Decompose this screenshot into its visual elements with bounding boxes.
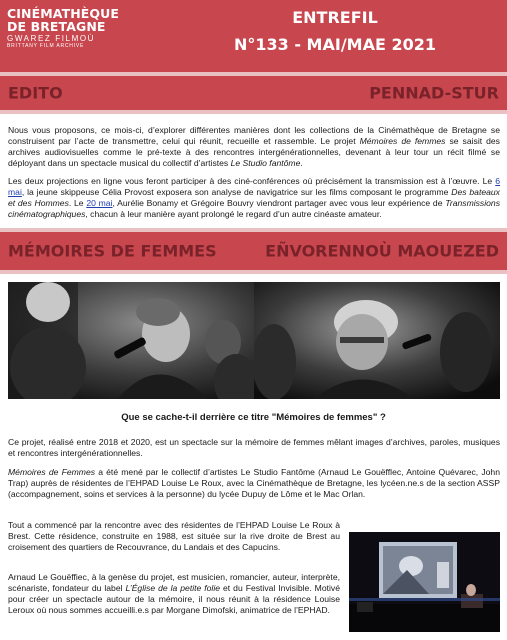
logo-line-4: BRITTANY FILM ARCHIVE [7, 43, 85, 49]
edito-paragraph-1: Nous vous proposons, ce mois-ci, d’explorer différentes manières dont les collections de la Cinémathèque de Bretagne se construisent par l’acte de transmettre, celui qui réunit, recueille et rassemble. Le projet Mémoires de femmes se saisit des archives audiovisuelles comme le pré-texte à des rencontres intergénérationnelles, devenant à leur tour un récit filmé se déployant dans un spectacle musical du collectif d’artistes Le Studio fantôme. [8, 125, 500, 168]
logo-line-3: GWAREZ FILMOÙ [7, 34, 96, 43]
edito-label: EDITO [8, 83, 63, 103]
memoires-paragraph-1: Ce projet, réalisé entre 2018 et 2020, est un spectacle sur la mémoire de femmes mêlant images d’archives, paroles, musiques et rencontres intergénérationnelles. [8, 437, 500, 458]
issue-number: N°133 - MAI/MAE 2021 [233, 35, 436, 54]
edito-paragraph-2: Les deux projections en ligne vous feront participer à des ciné-conférences où précisément la transmission est à l’œuvre. Le 6 mai, la jeune skippeuse Célia Provost exposera son analyse de navigatrice sur les films composant le programme Des bateaux et des Hommes. Le 20 mai, Aurélie Bonamy et Grégoire Bouvry viendront partager avec vous leur expérience de Transmissions cinématographiques, chacun à leur manière ayant prolongé le regard d’un autre cinéaste amateur. [8, 176, 500, 219]
divider [0, 270, 507, 274]
envorennou-maouezed-label: EÑVORENNOÙ MAOUEZED [265, 241, 499, 261]
memoires-paragraph-2: Mémoires de Femmes a été mené par le collectif d’artistes Le Studio Fantôme (Arnaud Le Gouëfflec, Antoine Quévarec, John Trap) auprès de résidentes de l’EHPAD Louise Le Roux, avec la Cinémathèque de Bretagne, les lycéen.ne.s de la section ASSP (accompagnement, soins et services à la personne) du lycée Dupuy de Lôme et le Mac Orlan. [8, 467, 500, 499]
divider [0, 110, 507, 114]
edito-band [0, 76, 507, 110]
memoires-paragraph-4: Arnaud Le Gouëffiec, à la genèse du projet, est musicien, romancier, auteur, interprète, scénariste, fondateur du label L’Église de la petite folie et du Festival Invisible. Motivé pour créer un spectacle autour de la mémoire, il nous réunit à la résidence Louise Leroux où nous sommes accueilli.e.s par Morgane Dimofski, animatrice de l’EPHAD. [8, 572, 340, 615]
memoires-de-femmes-label: MÉMOIRES DE FEMMES [8, 241, 217, 261]
newsletter-title: ENTREFIL [292, 8, 378, 27]
pennad-stur-label: PENNAD-STUR [369, 83, 499, 103]
section-question: Que se cache-t-il derrière ce titre "Mémoires de femmes" ? [121, 412, 386, 423]
cinematheque-logo[interactable] [7, 7, 119, 49]
logo-line-2: DE BRETAGNE [7, 19, 106, 34]
link-6-mai[interactable]: 6 mai [8, 176, 500, 197]
logo-line-1: CINÉMATHÈQUE [7, 6, 120, 21]
memoires-paragraph-3: Tout a commencé par la rencontre avec des résidentes de l’EHPAD Louise Le Roux à Brest. Cette résidence, construite en 1988, est située sur la rive droite de Brest au croisement des quartiers de Recouvrance, du Landais et des Capucins. [8, 520, 340, 552]
link-20-mai[interactable]: 20 mai [86, 198, 113, 208]
memoires-band [0, 232, 507, 270]
photo-stage-performance [349, 532, 500, 632]
photo-smiling-woman [254, 282, 500, 399]
photo-women-with-microphone [8, 282, 254, 399]
header-banner [0, 0, 507, 72]
